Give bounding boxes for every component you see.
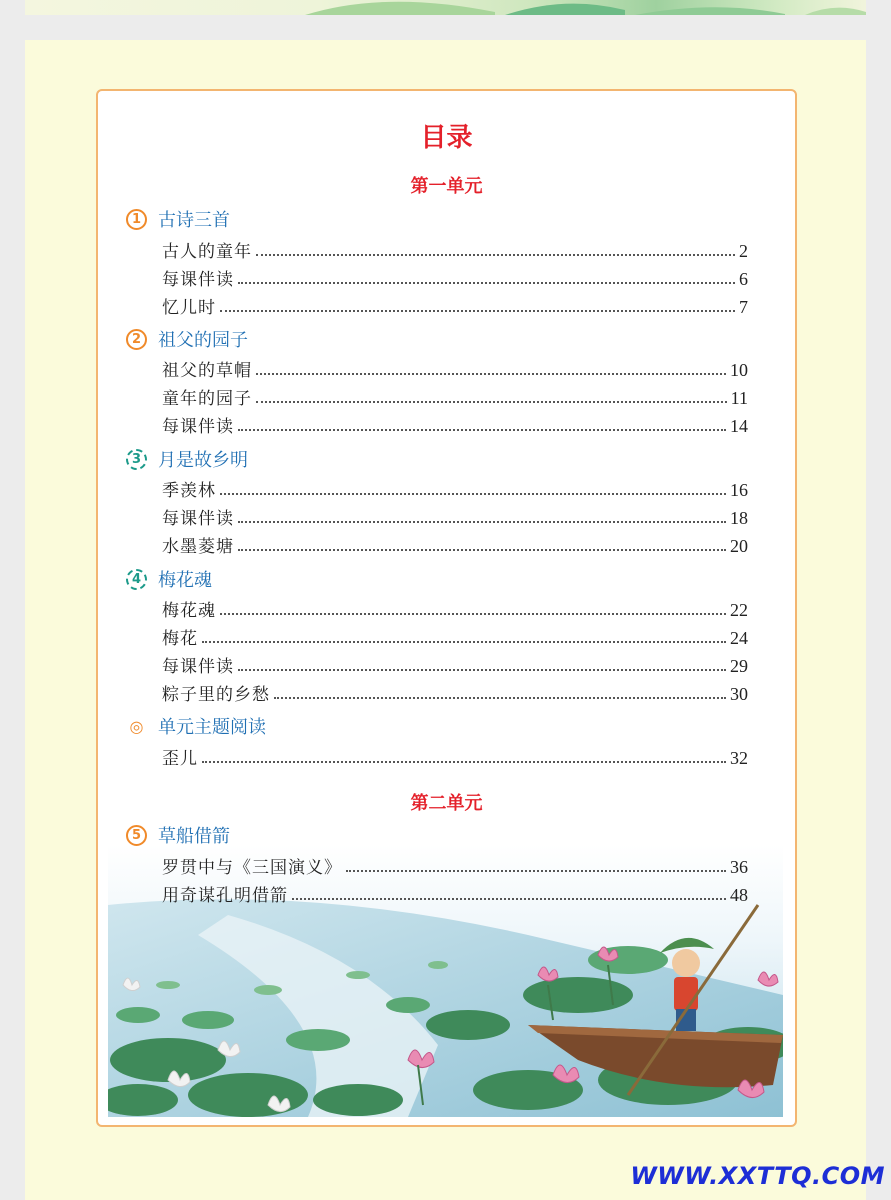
lesson-number-badge: 3 <box>126 449 147 470</box>
toc-entry[interactable] <box>162 651 748 677</box>
entry-page-number: 24 <box>730 628 748 648</box>
entry-title: 粽子里的乡愁 <box>162 685 270 705</box>
entry-page-number: 10 <box>730 360 748 380</box>
toc-entry[interactable] <box>162 383 748 409</box>
entry-page-number: 30 <box>730 684 748 704</box>
toc-entry[interactable] <box>162 475 748 501</box>
dot-leader <box>238 521 726 523</box>
dot-leader <box>292 898 726 900</box>
dot-leader <box>256 254 735 256</box>
dot-leader <box>220 310 735 312</box>
toc-entry[interactable] <box>162 264 748 290</box>
entry-page-number: 6 <box>739 269 748 289</box>
entry-title: 歪儿 <box>162 749 198 769</box>
lesson-title: 月是故乡明 <box>158 450 248 471</box>
entry-title: 每课伴读 <box>162 657 234 677</box>
lotus-leaf-illustration <box>25 0 866 15</box>
entry-title: 用奇谋孔明借箭 <box>162 886 288 906</box>
lesson-header-3[interactable] <box>126 446 248 472</box>
toc-page <box>25 40 866 1200</box>
entry-title: 祖父的草帽 <box>162 361 252 381</box>
entry-title: 童年的园子 <box>162 389 252 409</box>
lesson-header-2[interactable] <box>126 326 248 352</box>
lesson-header-5[interactable] <box>126 822 230 848</box>
lesson-number-badge: 5 <box>126 825 147 846</box>
entry-title: 季羡林 <box>162 481 216 501</box>
dot-leader <box>220 613 726 615</box>
double-circle-icon: ◎ <box>129 716 144 736</box>
dot-leader <box>256 401 727 403</box>
dot-leader <box>238 669 726 671</box>
toc-entry[interactable] <box>162 743 748 769</box>
toc-entry[interactable] <box>162 880 748 906</box>
dot-leader <box>274 697 726 699</box>
entry-page-number: 36 <box>730 857 748 877</box>
toc-entry[interactable] <box>162 595 748 621</box>
entry-page-number: 11 <box>730 388 748 408</box>
entry-page-number: 7 <box>739 297 748 317</box>
entry-title: 每课伴读 <box>162 270 234 290</box>
toc-entry[interactable] <box>162 503 748 529</box>
entry-title: 每课伴读 <box>162 509 234 529</box>
theme-reading-title: 单元主题阅读 <box>158 717 266 738</box>
theme-reading-header[interactable] <box>126 713 266 739</box>
entry-title: 每课伴读 <box>162 417 234 437</box>
lesson-title: 祖父的园子 <box>158 330 248 351</box>
lesson-number-badge: 2 <box>126 329 147 350</box>
entry-title: 忆儿时 <box>162 298 216 318</box>
unit-heading-1: 第一单元 <box>410 176 483 197</box>
dot-leader <box>220 493 726 495</box>
toc-entry[interactable] <box>162 236 748 262</box>
page-title: 目录 <box>420 123 473 153</box>
toc-frame <box>96 89 797 1127</box>
unit-heading-2: 第二单元 <box>410 793 483 814</box>
lesson-number-badge: 4 <box>126 569 147 590</box>
dot-leader <box>202 641 726 643</box>
dot-leader <box>238 429 726 431</box>
entry-page-number: 16 <box>730 480 748 500</box>
entry-page-number: 14 <box>730 416 748 436</box>
entry-page-number: 29 <box>730 656 748 676</box>
entry-page-number: 32 <box>730 748 748 768</box>
dot-leader <box>238 549 726 551</box>
lesson-title: 古诗三首 <box>158 210 230 231</box>
entry-page-number: 20 <box>730 536 748 556</box>
toc-entry[interactable] <box>162 852 748 878</box>
dot-leader <box>238 282 735 284</box>
entry-title: 水墨菱塘 <box>162 537 234 557</box>
toc-entry[interactable] <box>162 531 748 557</box>
previous-page-strip <box>25 0 866 15</box>
entry-title: 罗贯中与《三国演义》 <box>162 858 342 878</box>
dot-leader <box>202 761 726 763</box>
entry-title: 梅花魂 <box>162 601 216 621</box>
entry-title: 古人的童年 <box>162 242 252 262</box>
entry-page-number: 2 <box>739 241 748 261</box>
toc-entry[interactable] <box>162 355 748 381</box>
toc-entry[interactable] <box>162 292 748 318</box>
entry-page-number: 48 <box>730 885 748 905</box>
dot-leader <box>346 870 726 872</box>
lesson-number-badge: 1 <box>126 209 147 230</box>
lesson-title: 梅花魂 <box>158 570 212 591</box>
toc-entry[interactable] <box>162 679 748 705</box>
entry-page-number: 18 <box>730 508 748 528</box>
toc-entry[interactable] <box>162 623 748 649</box>
lesson-title: 草船借箭 <box>158 826 230 847</box>
lesson-header-1[interactable] <box>126 206 230 232</box>
entry-title: 梅花 <box>162 629 198 649</box>
site-watermark: WWW.XXTTQ.COM <box>630 1162 885 1190</box>
toc-entry[interactable] <box>162 411 748 437</box>
dot-leader <box>256 373 726 375</box>
entry-page-number: 22 <box>730 600 748 620</box>
lesson-header-4[interactable] <box>126 566 212 592</box>
